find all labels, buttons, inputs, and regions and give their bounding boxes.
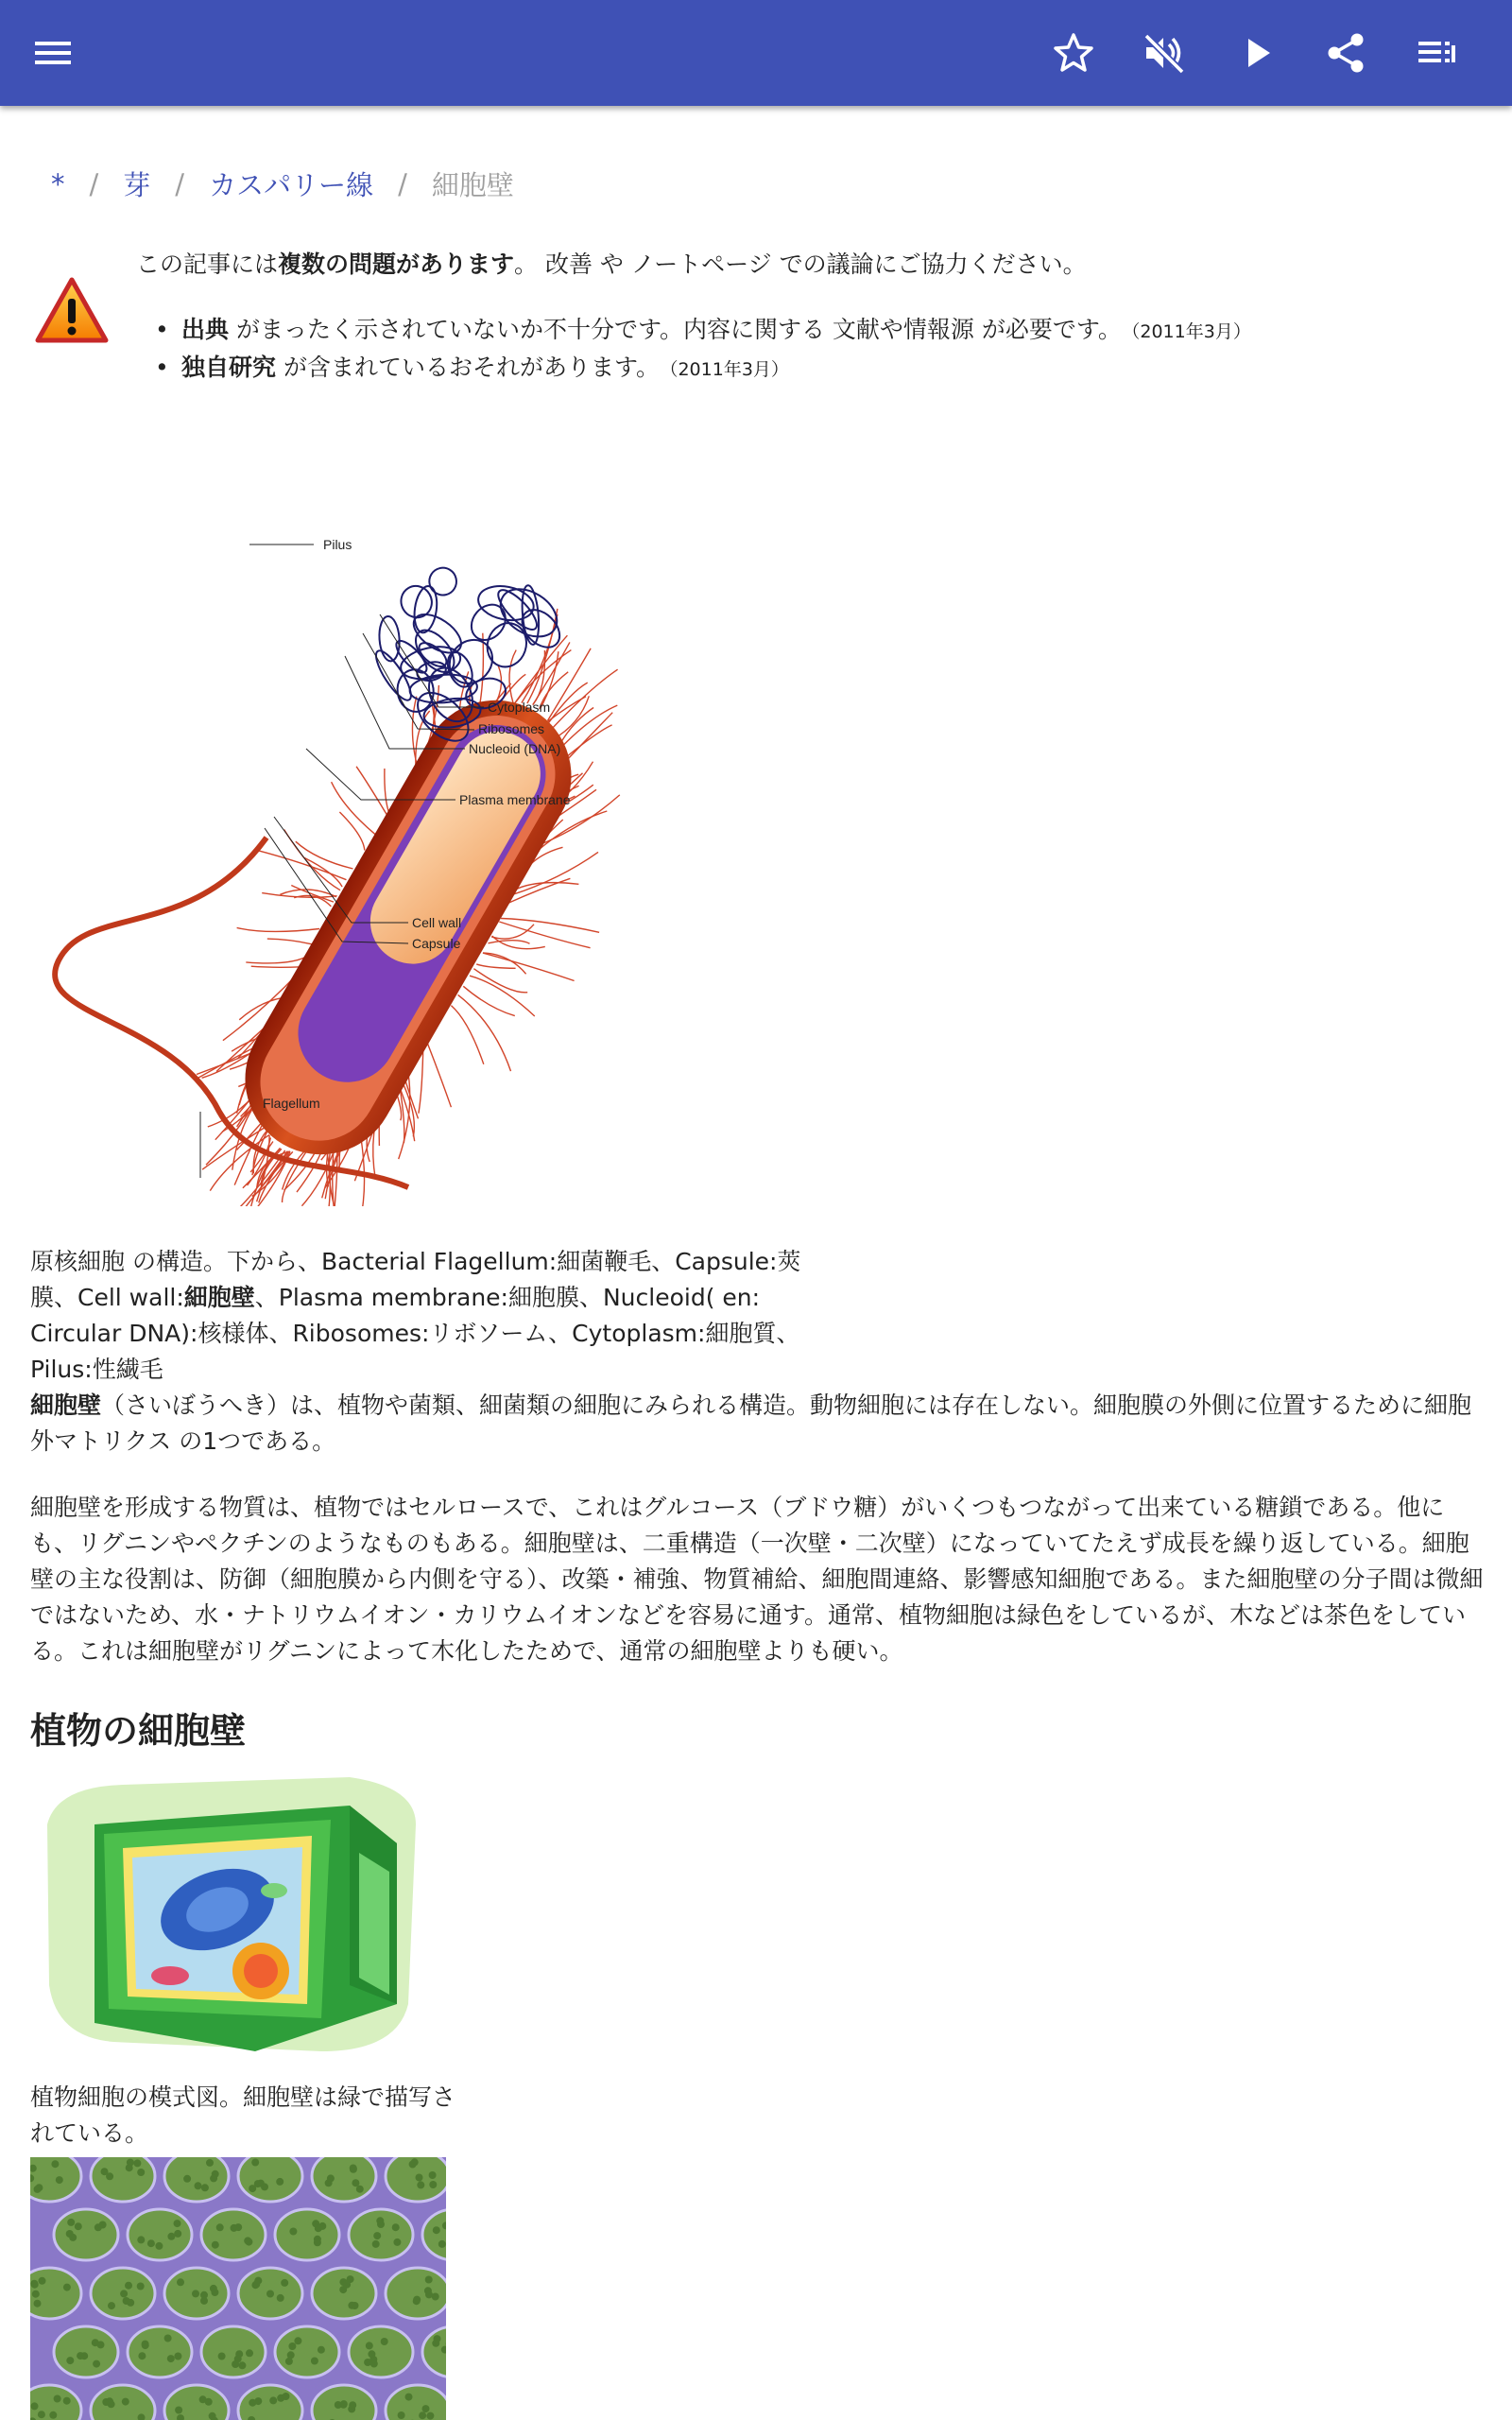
label-cell-wall: Cell wall	[412, 915, 462, 930]
notice-lead-prefix: この記事には	[136, 251, 279, 278]
paragraph-intro	[30, 1388, 1486, 1460]
breadcrumb-item-root[interactable]: *	[51, 167, 65, 200]
label-capsule: Capsule	[412, 936, 461, 951]
breadcrumb-separator: /	[398, 167, 407, 200]
cell-wall-micrograph[interactable]	[30, 2157, 446, 2420]
term-bold: 細胞壁	[30, 1392, 102, 1419]
breadcrumb-separator: /	[175, 167, 185, 200]
notice-lead	[136, 246, 1087, 280]
notice-item-original-research	[155, 350, 1251, 388]
notice-item-text: がまったく示されていないか不十分です。内容に関する 文献や情報源 が必要です。	[229, 316, 1122, 343]
section-heading: 植物の細胞壁	[30, 1710, 247, 1752]
volume-off-icon[interactable]	[1138, 26, 1191, 79]
notice-item-sources	[155, 312, 1251, 350]
figure2-caption: 植物細胞の模式図。細胞壁は緑で描写されている。	[30, 2083, 456, 2147]
breadcrumb-item-bud[interactable]: 芽	[123, 169, 151, 201]
prokaryote-cell-diagram[interactable]	[30, 412, 786, 1206]
breadcrumb-item-casparian-strip[interactable]: カスパリー線	[209, 169, 374, 201]
plant-cell-diagram[interactable]	[38, 1768, 425, 2061]
notice-item-date: （2011年3月）	[668, 359, 789, 380]
play-icon[interactable]	[1230, 26, 1283, 79]
notice-item-date: （2011年3月）	[1130, 321, 1251, 342]
label-plasma-membrane: Plasma membrane	[459, 792, 571, 807]
caption-text: 、Plasma membrane:細胞膜、Nucleoid( en: Circular DNA):核様体、Ribosomes:リボソーム、Cytoplasm:細胞質、Pilus:性繊毛	[30, 1284, 800, 1383]
menu-icon[interactable]	[26, 26, 79, 79]
notice-item-text: が含まれているおそれがあります。	[276, 354, 660, 381]
warning-icon	[34, 276, 110, 344]
share-icon[interactable]	[1319, 26, 1372, 79]
label-flagellum: Flagellum	[263, 1096, 320, 1111]
notice-item-title[interactable]: 出典	[181, 316, 230, 343]
caption-text: 原核細胞 の構造。下から、Bacterial Flagellum:細菌鞭毛、Capsule:莢膜、Cell wall:	[30, 1248, 801, 1311]
paragraph-composition: 細胞壁を形成する物質は、植物ではセルロースで、これはグルコース（ブドウ糖）がいくつもつながって出来ている糖鎖である。他にも、リグニンやペクチンのようなものもある。細胞壁は、二重構造（一次壁・二次壁）になっていてたえず成長を繰り返している。細胞壁の主な役割は、防御（細胞膜から内側を守る）、改築・補強、物質補給、細胞間連絡、影響感知細胞である。また細胞壁の分子間は微細ではないため、水・ナトリウムイオン・カリウムイオンなどを容易に通す。通常、植物細胞は緑色をしているが、木などは茶色をしている。これは細胞壁がリグニンによって木化したためで、通常の細胞壁よりも硬い。	[30, 1494, 1484, 1665]
notice-lead-suffix: 。 改善 や ノートページ での議論にご協力ください。	[514, 251, 1087, 278]
notice-list	[155, 312, 1251, 388]
notice-item-title[interactable]: 独自研究	[181, 354, 277, 381]
label-ribosomes: Ribosomes	[478, 721, 545, 736]
playlist-icon[interactable]	[1410, 26, 1463, 79]
figure1-caption	[30, 1244, 815, 1388]
caption-bold: 細胞壁	[183, 1284, 255, 1311]
label-pilus: Pilus	[323, 537, 352, 552]
breadcrumb-current: 細胞壁	[431, 169, 514, 201]
app-bar	[0, 0, 1512, 106]
star-icon[interactable]	[1047, 26, 1100, 79]
breadcrumb	[51, 164, 514, 203]
breadcrumb-separator: /	[89, 167, 99, 200]
label-cytoplasm: Cytoplasm	[488, 700, 551, 715]
notice-lead-bold: 複数の問題があります	[278, 251, 515, 278]
label-nucleoid: Nucleoid (DNA)	[469, 741, 561, 756]
paragraph-text: （さいぼうへき）は、植物や菌類、細菌類の細胞にみられる構造。動物細胞には存在しない。細胞膜の外側に位置するために細胞外マトリクス の1つである。	[30, 1392, 1472, 1455]
